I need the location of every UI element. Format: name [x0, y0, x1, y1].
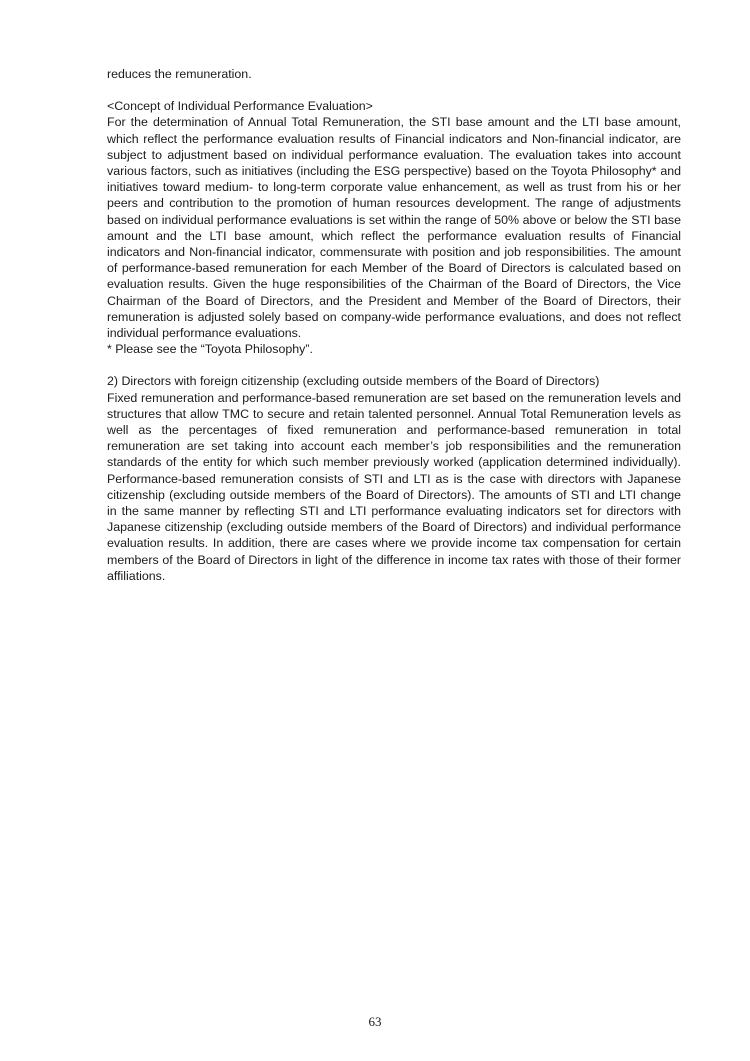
document-body: [107, 66, 681, 584]
individual-evaluation-heading: <Concept of Individual Performance Evaluation>: [107, 99, 373, 114]
intro-tail-text: reduces the remuneration.: [107, 67, 252, 81]
foreign-directors-heading: 2) Directors with foreign citizenship (excluding outside members of the Board of Directors): [107, 374, 600, 389]
paragraph-gap: [107, 357, 681, 373]
individual-evaluation-body: For the determination of Annual Total Remuneration, the STI base amount and the LTI base amount, which reflect the performance evaluation results of Financial indicators and Non-financial indicator, are subject to adjustment based on individual performance evaluation. The evaluation takes into account various factors, such as initiatives (including the ESG perspective) based on the Toyota Philosophy* and initiatives toward medium- to long-term corporate value enhancement, as well as trust from his or her peers and contribution to the promotion of human resources development. The range of adjustments based on individual performance evaluations is set within the range of 50% above or below the STI base amount and the LTI base amount, which reflect the performance evaluation results of Financial indicators and Non-financial indicator, commensurate with position and job responsibilities. The amount of performance-based remuneration for each Member of the Board of Directors is calculated based on evaluation results. Given the huge responsibilities of the Chairman of the Board of Directors, the Vice Chairman of the Board of Directors, and the President and Member of the Board of Directors, their remuneration is adjusted solely based on company-wide performance evaluations, and does not reflect individual performance evaluations.: [107, 115, 681, 341]
page-number: 63: [368, 1014, 382, 1029]
foreign-directors-body: Fixed remuneration and performance-based remuneration are set based on the remuneration levels and structures that allow TMC to secure and retain talented personnel. Annual Total Remuneration levels as well as the percentages of fixed remuneration and performance-based remuneration in total remuneration are set taking into account each member’s job responsibilities and the remuneration standards of the entity for which such member previously worked (application determined individually). Performance-based remuneration consists of STI and LTI as is the case with directors with Japanese citizenship (excluding outside members of the Board of Directors). The amounts of STI and LTI change in the same manner by reflecting STI and LTI performance evaluating indicators set for directors with Japanese citizenship (excluding outside members of the Board of Directors) and individual performance evaluation results. In addition, there are cases where we provide income tax compensation for certain members of the Board of Directors in light of the difference in income tax rates with those of their former affiliations.: [107, 390, 681, 583]
paragraph-gap: [107, 82, 681, 98]
toyota-philosophy-footnote: * Please see the “Toyota Philosophy”.: [107, 342, 313, 357]
